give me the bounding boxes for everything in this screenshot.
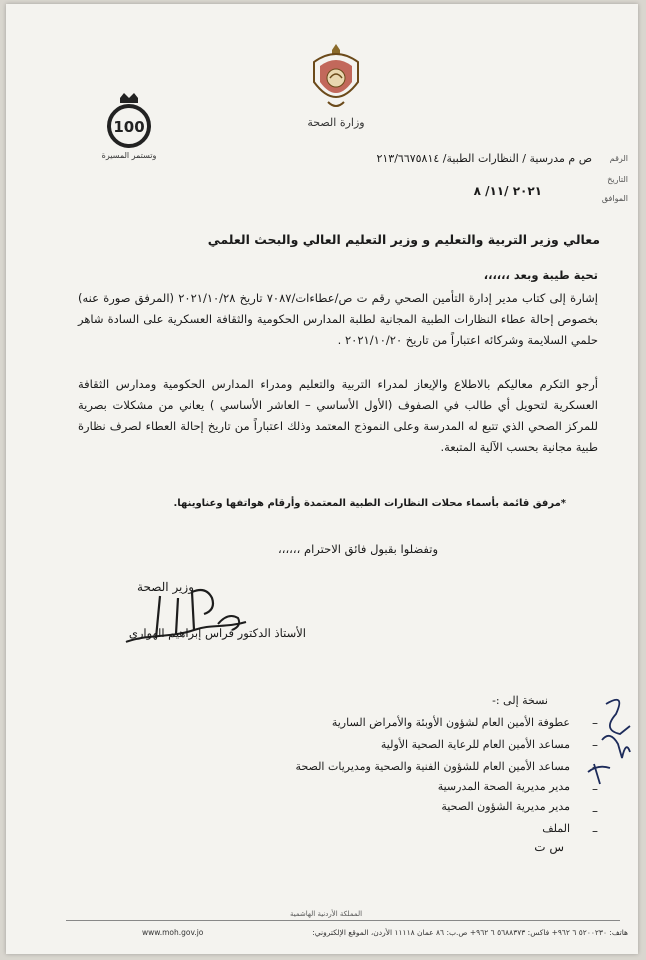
footer-website: www.moh.gov.jo bbox=[142, 928, 204, 937]
copy-item: الملف bbox=[542, 822, 570, 835]
centennial-logo-icon bbox=[98, 92, 160, 170]
copy-dash: – bbox=[592, 738, 598, 752]
footer-kingdom: المملكة الأردنية الهاشمية bbox=[286, 910, 366, 918]
paragraph-2: أرجو التكرم معاليكم بالاطلاع والإيعاز لمدراء التربية والتعليم ومدراء المدارس الحكومية ومدارس الثقافة العسكرية لتحويل أي طالب في الصفوف (الأول الأساسي – العاشر الأساسي ) يعاني من مشكلات بصرية للمركز الصحي الذي تتبع له المدرسة وعلى النموذج المعتمد وذلك اعتباراً من تاريخ إحالة العطاء لصرف نظارة طبية مجانية بحسب الآلية المتبعة. bbox=[78, 377, 598, 454]
copy-dash: – bbox=[592, 804, 598, 818]
attachment-note: *مرفق قائمة بأسماء محلات النظارات الطبية المعتمدة وأرقام هواتفها وعناوينها. bbox=[173, 498, 566, 509]
footer-divider bbox=[66, 920, 620, 921]
letter-page bbox=[6, 4, 638, 954]
addressee: معالي وزير التربية والتعليم و وزير التعليم العالي والبحث العلمي bbox=[207, 232, 600, 247]
copy-item: مساعد الأمين العام للشؤون الفنية والصحية ومديريات الصحة bbox=[295, 760, 570, 773]
copy-dash: – bbox=[592, 824, 598, 838]
copy-item: مدير مديرية الصحة المدرسية bbox=[437, 780, 570, 793]
copy-dash: – bbox=[592, 716, 598, 730]
reference-number: ص م مدرسية / النظارات الطبية/ ٢١٣/٦٦٧٥٨١٤ bbox=[376, 152, 592, 165]
footer-contact: هاتف: ٥٢٠٠٢٣٠ ٦ ٩٦٢+ فاكس: ٥٦٨٨٣٧٣ ٦ ٩٦٢+ ص.ب: ٨٦ عمان ١١١١٨ الأردن، الموقع الإلكتروني: bbox=[312, 928, 628, 937]
hijri-label: الموافق bbox=[601, 194, 628, 203]
copy-dash: – bbox=[592, 782, 598, 796]
copy-item: مساعد الأمين العام للرعاية الصحية الأولية bbox=[380, 738, 570, 751]
copy-item: عطوفة الأمين العام لشؤون الأوبئة والأمراض السارية bbox=[331, 716, 570, 729]
copy-item: مدير مديرية الشؤون الصحية bbox=[441, 800, 570, 813]
copy-dash: – bbox=[592, 760, 598, 774]
centennial-number: 100 bbox=[113, 118, 145, 136]
copies-heading: نسخة إلى :- bbox=[492, 694, 548, 707]
typist-initials: س ت bbox=[534, 840, 564, 854]
signer-name: الأستاذ الدكتور فراس إبراهيم الهواري bbox=[128, 626, 306, 640]
handwritten-signature bbox=[116, 584, 256, 654]
letter-date: ٢٠٢١ /١١/ ٨ bbox=[473, 184, 542, 198]
ref-label: الرقم bbox=[609, 154, 628, 163]
ministry-name: وزارة الصحة bbox=[307, 116, 365, 129]
minister-title: وزير الصحة bbox=[137, 580, 194, 594]
greeting: تحية طيبة وبعد ،،،،،، bbox=[483, 268, 598, 282]
centennial-caption: وتستمر المسيرة bbox=[101, 151, 157, 160]
date-label: التاريخ bbox=[607, 175, 628, 184]
jordan-crest-icon bbox=[306, 42, 366, 114]
paragraph-1: إشارة إلى كتاب مدير إدارة التأمين الصحي رقم ت ص/عطاءات/٧٠٨٧ تاريخ ٢٠٢١/١٠/٢٨ (المرفق صورة عنه) بخصوص إحالة عطاء النظارات الطبية المجانية لطلبة المدارس الحكومية والثقافة العسكرية على السادة شاهر حلمي السلايمة وشركائه اعتباراً من تاريخ ٢٠٢١/١٠/٢٠ . bbox=[78, 291, 598, 347]
closing-line: وتفضلوا بقبول فائق الاحترام ،،،،،، bbox=[278, 542, 438, 556]
